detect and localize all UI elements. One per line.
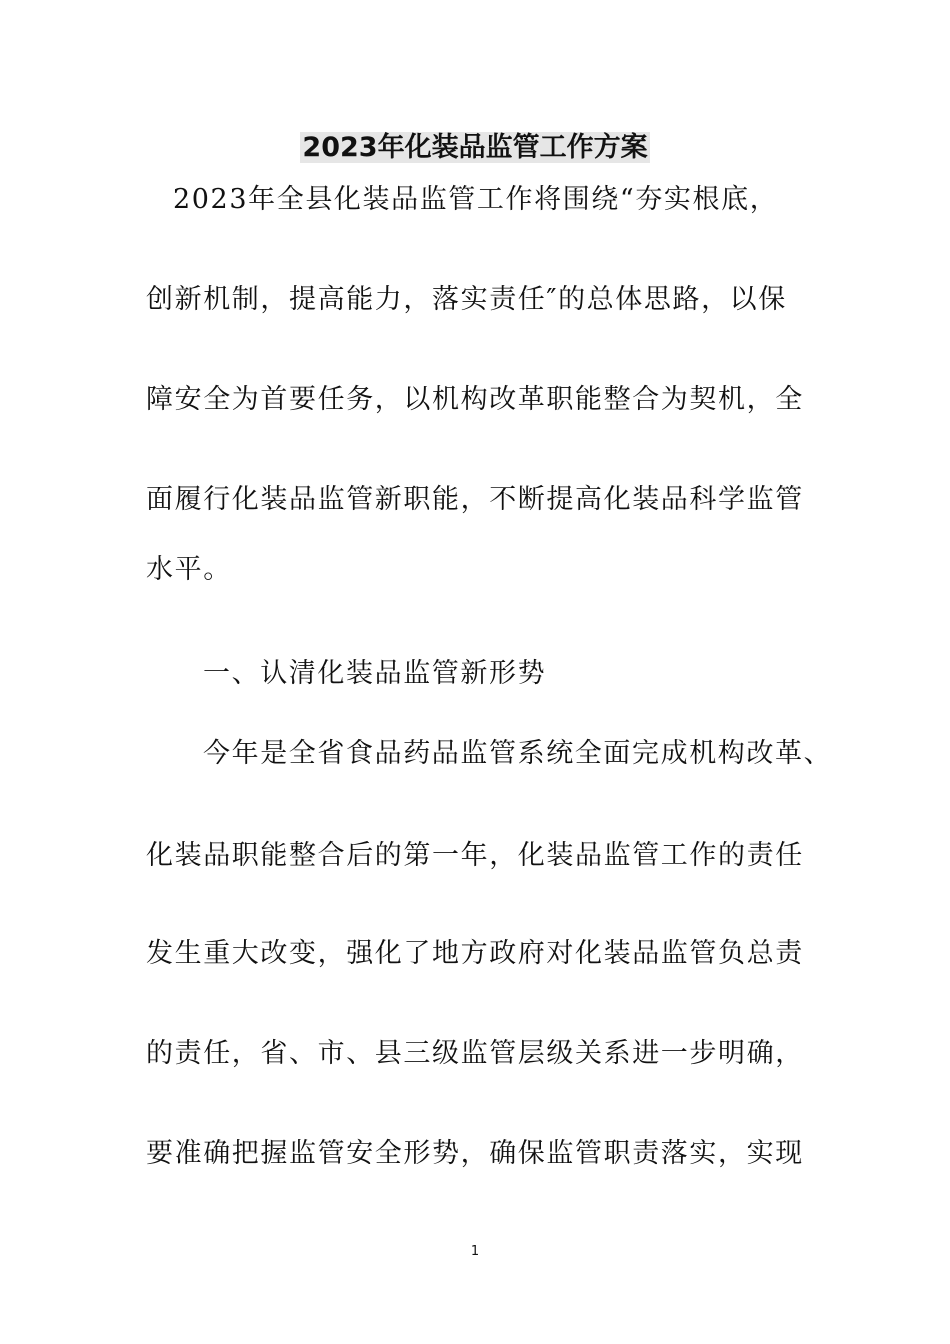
paragraph-line: 化装品职能整合后的第一年，化装品监管工作的责任 [146,840,804,871]
paragraph-line: 今年是全省食品药品监管系统全面完成机构改革、 [203,738,833,769]
page-number: 1 [470,1244,480,1259]
paragraph-line: 2023年全县化装品监管工作将围绕“夯实根底， [173,184,779,215]
paragraph-line: 面履行化装品监管新职能，不断提高化装品科学监管 [146,484,804,515]
paragraph-line: 的责任，省、市、县三级监管层级关系进一步明确， [146,1038,804,1069]
paragraph-line: 发生重大改变，强化了地方政府对化装品监管负总责 [146,938,804,969]
document-title [0,128,950,168]
paragraph-line: 障安全为首要任务，以机构改革职能整合为契机，全 [146,384,804,415]
paragraph-line: 创新机制，提高能力，落实责任″的总体思路，以保 [146,284,787,315]
paragraph-line: 要准确把握监管安全形势，确保监管职责落实，实现 [146,1138,804,1169]
section-heading: 一、认清化装品监管新形势 [203,658,547,689]
document-title-text: 2023年化装品监管工作方案 [302,132,648,163]
paragraph-line: 水平。 [146,554,232,585]
